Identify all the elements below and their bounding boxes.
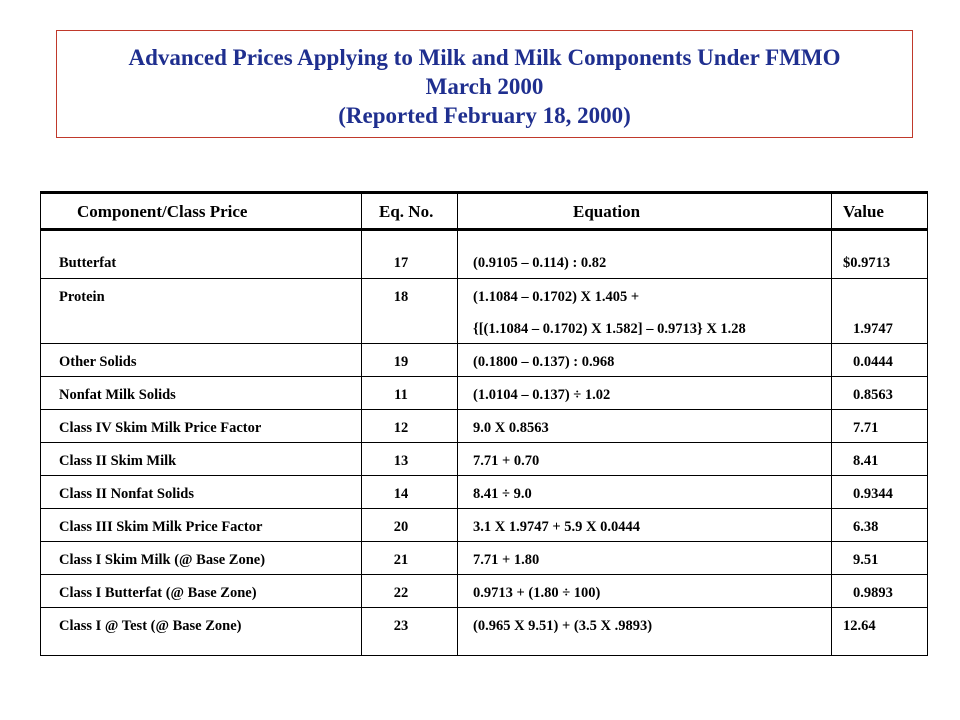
row-value: 0.8563 (853, 387, 893, 403)
row-equation: 0.9713 + (1.80 ÷ 100) (473, 585, 601, 601)
header-component: Component/Class Price (77, 202, 248, 221)
title-line-3: (Reported February 18, 2000) (338, 103, 631, 128)
row-value: 7.71 (853, 420, 879, 436)
row-equation: 3.1 X 1.9747 + 5.9 X 0.0444 (473, 519, 640, 535)
table-row (41, 608, 927, 641)
row-value: 1.9747 (853, 321, 893, 337)
row-name: Class II Nonfat Solids (59, 486, 194, 502)
row-name: Nonfat Milk Solids (59, 387, 176, 403)
title-line-1: Advanced Prices Applying to Milk and Milk Components Under FMMO (128, 45, 841, 70)
row-equation: 9.0 X 0.8563 (473, 420, 549, 436)
row-eq-no: 22 (393, 585, 409, 601)
row-eq-no: 12 (393, 420, 409, 436)
row-name: Class I Skim Milk (@ Base Zone) (59, 552, 266, 568)
table-row (41, 575, 927, 608)
row-eq-no: 20 (393, 519, 409, 535)
row-eq-no: 19 (393, 354, 409, 370)
row-equation: 8.41 ÷ 9.0 (473, 486, 532, 502)
row-value: $0.9713 (843, 255, 891, 271)
table-row (41, 509, 927, 542)
row-eq-no: 21 (393, 552, 409, 568)
header-eq-no: Eq. No. (379, 202, 434, 221)
row-equation-line-2: {[(1.1084 – 0.1702) X 1.582] – 0.9713} X 1.28 (473, 321, 746, 337)
table-header (41, 191, 927, 231)
row-value: 0.0444 (853, 354, 893, 370)
row-name: Butterfat (59, 255, 117, 271)
row-eq-no: 18 (393, 289, 409, 305)
title-line-2: March 2000 (425, 74, 544, 99)
row-name: Class III Skim Milk Price Factor (59, 519, 263, 535)
row-eq-no: 23 (393, 618, 409, 634)
price-table (40, 191, 928, 656)
row-equation: (1.0104 – 0.137) ÷ 1.02 (473, 387, 611, 403)
row-name: Protein (59, 289, 105, 305)
row-equation: (0.1800 – 0.137) : 0.968 (473, 354, 615, 370)
table-row (41, 542, 927, 575)
row-equation: 7.71 + 1.80 (473, 552, 540, 568)
row-equation: 7.71 + 0.70 (473, 453, 540, 469)
header-value: Value (843, 202, 884, 221)
title-box (56, 30, 913, 138)
header-equation: Equation (573, 202, 641, 221)
table-row (41, 476, 927, 509)
row-eq-no: 17 (393, 255, 409, 271)
row-value: 0.9344 (853, 486, 893, 502)
row-value: 12.64 (843, 618, 876, 634)
row-value: 9.51 (853, 552, 879, 568)
row-value: 6.38 (853, 519, 879, 535)
table-row (41, 279, 927, 344)
row-eq-no: 13 (393, 453, 409, 469)
row-name: Class IV Skim Milk Price Factor (59, 420, 262, 436)
table-row (41, 410, 927, 443)
row-name: Other Solids (59, 354, 137, 370)
row-name: Class I @ Test (@ Base Zone) (59, 618, 242, 634)
table-row (41, 377, 927, 410)
row-value: 0.9893 (853, 585, 893, 601)
table-row (41, 231, 927, 279)
table-row (41, 443, 927, 476)
row-name: Class II Skim Milk (59, 453, 177, 469)
table-row (41, 344, 927, 377)
row-name: Class I Butterfat (@ Base Zone) (59, 585, 257, 601)
row-eq-no: 14 (393, 486, 409, 502)
row-equation: (0.965 X 9.51) + (3.5 X .9893) (473, 618, 653, 634)
row-eq-no: 11 (394, 387, 408, 403)
row-equation: (1.1084 – 0.1702) X 1.405 + (473, 289, 640, 305)
row-value: 8.41 (853, 453, 879, 469)
row-equation: (0.9105 – 0.114) : 0.82 (473, 255, 607, 271)
